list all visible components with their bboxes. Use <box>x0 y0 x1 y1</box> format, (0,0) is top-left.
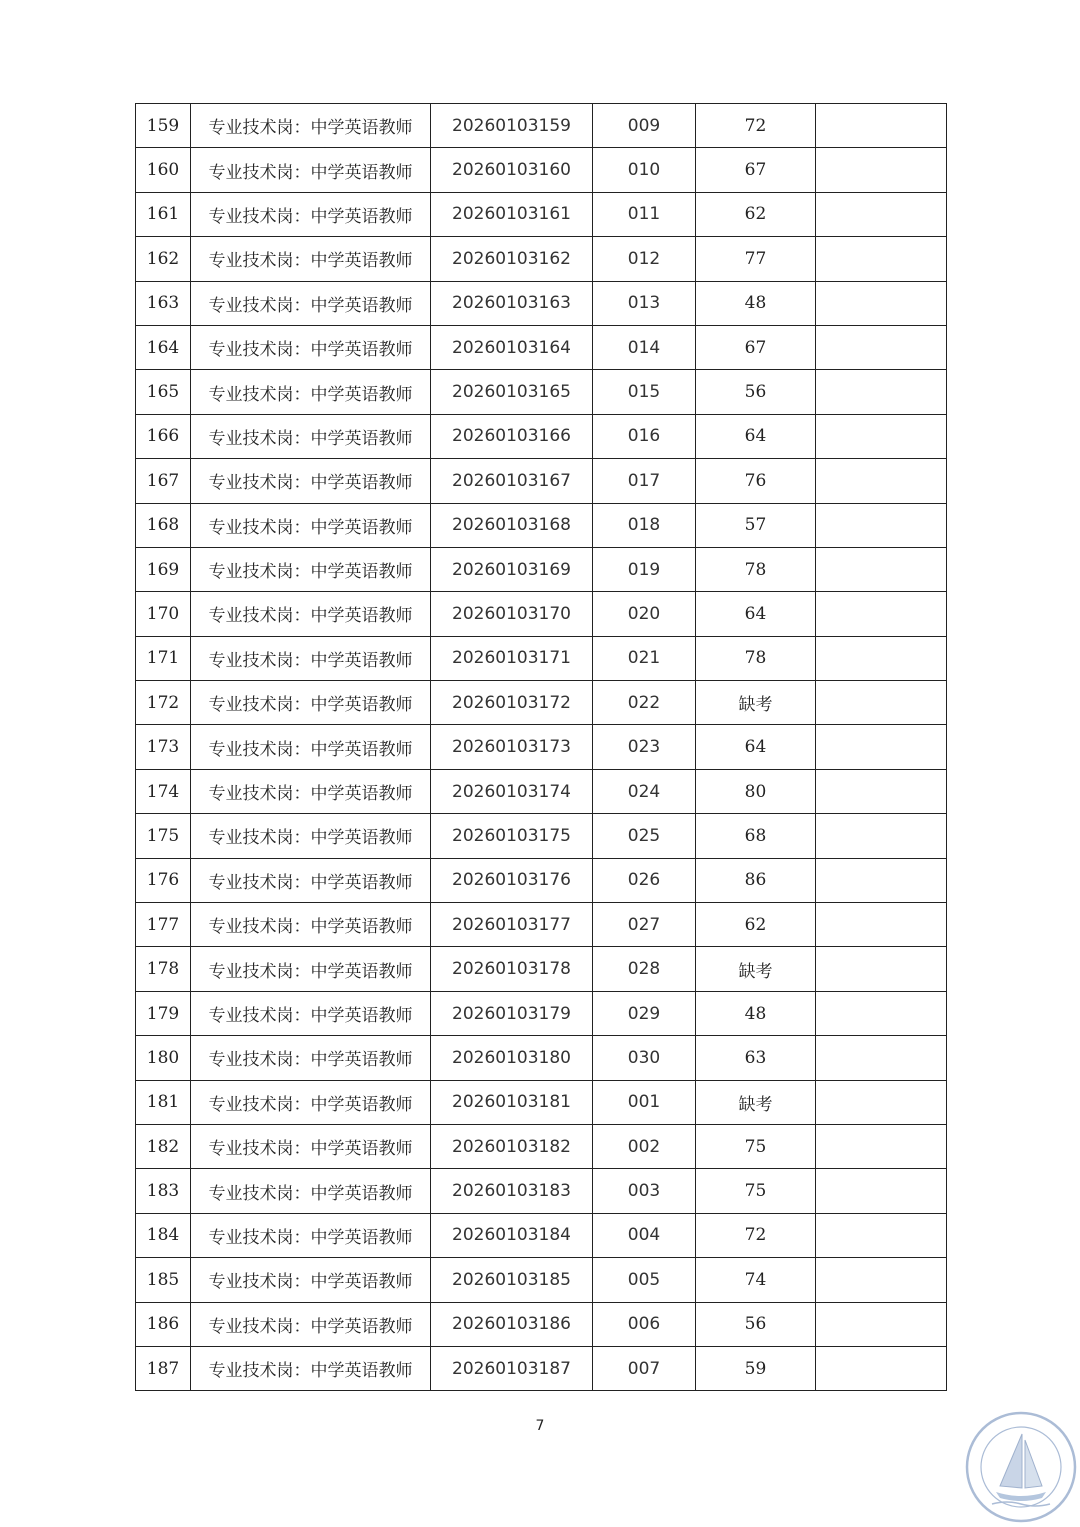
exam-number-cell: 20260103162 <box>431 237 593 281</box>
seat-number-cell: 022 <box>593 681 696 725</box>
remark-cell <box>816 592 947 636</box>
exam-number-cell: 20260103185 <box>431 1258 593 1302</box>
score-cell: 64 <box>696 414 816 458</box>
school-seal-icon <box>962 1408 1080 1526</box>
exam-number-cell: 20260103183 <box>431 1169 593 1213</box>
row-number-cell: 167 <box>136 459 191 503</box>
seat-number-cell: 018 <box>593 503 696 547</box>
table-row <box>136 547 947 591</box>
row-number-cell: 182 <box>136 1124 191 1168</box>
score-cell: 72 <box>696 104 816 148</box>
post-cell: 专业技术岗：中学英语教师 <box>191 725 431 769</box>
table-row <box>136 459 947 503</box>
row-number-cell: 161 <box>136 192 191 236</box>
seat-number-cell: 028 <box>593 947 696 991</box>
post-cell: 专业技术岗：中学英语教师 <box>191 1080 431 1124</box>
remark-cell <box>816 1169 947 1213</box>
seat-number-cell: 004 <box>593 1213 696 1257</box>
post-cell: 专业技术岗：中学英语教师 <box>191 325 431 369</box>
remark-cell <box>816 237 947 281</box>
seat-number-cell: 023 <box>593 725 696 769</box>
seat-number-cell: 030 <box>593 1036 696 1080</box>
score-cell: 67 <box>696 148 816 192</box>
score-cell: 59 <box>696 1346 816 1390</box>
row-number-cell: 177 <box>136 903 191 947</box>
post-cell: 专业技术岗：中学英语教师 <box>191 592 431 636</box>
post-cell: 专业技术岗：中学英语教师 <box>191 281 431 325</box>
score-cell: 76 <box>696 459 816 503</box>
post-cell: 专业技术岗：中学英语教师 <box>191 947 431 991</box>
exam-number-cell: 20260103175 <box>431 814 593 858</box>
seat-number-cell: 001 <box>593 1080 696 1124</box>
exam-number-cell: 20260103181 <box>431 1080 593 1124</box>
remark-cell <box>816 547 947 591</box>
table-row <box>136 503 947 547</box>
exam-number-cell: 20260103165 <box>431 370 593 414</box>
row-number-cell: 179 <box>136 991 191 1035</box>
remark-cell <box>816 681 947 725</box>
exam-number-cell: 20260103159 <box>431 104 593 148</box>
seat-number-cell: 003 <box>593 1169 696 1213</box>
score-cell: 62 <box>696 192 816 236</box>
remark-cell <box>816 991 947 1035</box>
table-row <box>136 237 947 281</box>
post-cell: 专业技术岗：中学英语教师 <box>191 1302 431 1346</box>
row-number-cell: 171 <box>136 636 191 680</box>
remark-cell <box>816 769 947 813</box>
table-row <box>136 1124 947 1168</box>
seat-number-cell: 014 <box>593 325 696 369</box>
score-cell: 80 <box>696 769 816 813</box>
row-number-cell: 176 <box>136 858 191 902</box>
table-row <box>136 281 947 325</box>
post-cell: 专业技术岗：中学英语教师 <box>191 903 431 947</box>
seat-number-cell: 020 <box>593 592 696 636</box>
seat-number-cell: 016 <box>593 414 696 458</box>
post-cell: 专业技术岗：中学英语教师 <box>191 547 431 591</box>
page-number: 7 <box>535 1418 545 1434</box>
exam-number-cell: 20260103168 <box>431 503 593 547</box>
score-cell: 56 <box>696 370 816 414</box>
post-cell: 专业技术岗：中学英语教师 <box>191 459 431 503</box>
score-cell: 64 <box>696 725 816 769</box>
remark-cell <box>816 325 947 369</box>
row-number-cell: 163 <box>136 281 191 325</box>
score-cell: 86 <box>696 858 816 902</box>
remark-cell <box>816 370 947 414</box>
score-cell: 缺考 <box>696 1080 816 1124</box>
exam-number-cell: 20260103173 <box>431 725 593 769</box>
seat-number-cell: 021 <box>593 636 696 680</box>
score-cell: 77 <box>696 237 816 281</box>
remark-cell <box>816 1346 947 1390</box>
seat-number-cell: 024 <box>593 769 696 813</box>
table-row <box>136 991 947 1035</box>
post-cell: 专业技术岗：中学英语教师 <box>191 1169 431 1213</box>
seat-number-cell: 026 <box>593 858 696 902</box>
table-row <box>136 414 947 458</box>
row-number-cell: 170 <box>136 592 191 636</box>
remark-cell <box>816 414 947 458</box>
remark-cell <box>816 636 947 680</box>
post-cell: 专业技术岗：中学英语教师 <box>191 814 431 858</box>
exam-number-cell: 20260103186 <box>431 1302 593 1346</box>
exam-number-cell: 20260103174 <box>431 769 593 813</box>
row-number-cell: 168 <box>136 503 191 547</box>
exam-number-cell: 20260103178 <box>431 947 593 991</box>
remark-cell <box>816 1080 947 1124</box>
score-cell: 57 <box>696 503 816 547</box>
row-number-cell: 180 <box>136 1036 191 1080</box>
row-number-cell: 165 <box>136 370 191 414</box>
row-number-cell: 172 <box>136 681 191 725</box>
row-number-cell: 173 <box>136 725 191 769</box>
remark-cell <box>816 503 947 547</box>
post-cell: 专业技术岗：中学英语教师 <box>191 104 431 148</box>
exam-number-cell: 20260103166 <box>431 414 593 458</box>
table-row <box>136 148 947 192</box>
post-cell: 专业技术岗：中学英语教师 <box>191 1213 431 1257</box>
score-cell: 72 <box>696 1213 816 1257</box>
table-row <box>136 636 947 680</box>
remark-cell <box>816 1302 947 1346</box>
exam-number-cell: 20260103172 <box>431 681 593 725</box>
seat-number-cell: 025 <box>593 814 696 858</box>
exam-number-cell: 20260103170 <box>431 592 593 636</box>
row-number-cell: 162 <box>136 237 191 281</box>
table-row <box>136 325 947 369</box>
exam-number-cell: 20260103161 <box>431 192 593 236</box>
post-cell: 专业技术岗：中学英语教师 <box>191 503 431 547</box>
table-row <box>136 1036 947 1080</box>
seat-number-cell: 029 <box>593 991 696 1035</box>
table-row <box>136 814 947 858</box>
score-cell: 48 <box>696 991 816 1035</box>
row-number-cell: 186 <box>136 1302 191 1346</box>
seat-number-cell: 010 <box>593 148 696 192</box>
post-cell: 专业技术岗：中学英语教师 <box>191 1258 431 1302</box>
score-cell: 48 <box>696 281 816 325</box>
exam-number-cell: 20260103167 <box>431 459 593 503</box>
post-cell: 专业技术岗：中学英语教师 <box>191 636 431 680</box>
post-cell: 专业技术岗：中学英语教师 <box>191 1346 431 1390</box>
score-cell: 75 <box>696 1124 816 1168</box>
table-row <box>136 1346 947 1390</box>
remark-cell <box>816 104 947 148</box>
seat-number-cell: 007 <box>593 1346 696 1390</box>
post-cell: 专业技术岗：中学英语教师 <box>191 769 431 813</box>
remark-cell <box>816 814 947 858</box>
score-cell: 67 <box>696 325 816 369</box>
post-cell: 专业技术岗：中学英语教师 <box>191 148 431 192</box>
remark-cell <box>816 903 947 947</box>
table-row <box>136 1169 947 1213</box>
exam-number-cell: 20260103171 <box>431 636 593 680</box>
row-number-cell: 185 <box>136 1258 191 1302</box>
table-row <box>136 903 947 947</box>
table-row <box>136 1213 947 1257</box>
row-number-cell: 159 <box>136 104 191 148</box>
remark-cell <box>816 947 947 991</box>
seat-number-cell: 027 <box>593 903 696 947</box>
post-cell: 专业技术岗：中学英语教师 <box>191 681 431 725</box>
table-row <box>136 1080 947 1124</box>
remark-cell <box>816 459 947 503</box>
score-cell: 缺考 <box>696 947 816 991</box>
table-row <box>136 192 947 236</box>
post-cell: 专业技术岗：中学英语教师 <box>191 991 431 1035</box>
table-row <box>136 1258 947 1302</box>
remark-cell <box>816 1036 947 1080</box>
row-number-cell: 164 <box>136 325 191 369</box>
exam-number-cell: 20260103187 <box>431 1346 593 1390</box>
row-number-cell: 166 <box>136 414 191 458</box>
row-number-cell: 187 <box>136 1346 191 1390</box>
seat-number-cell: 005 <box>593 1258 696 1302</box>
table-row <box>136 592 947 636</box>
seat-number-cell: 002 <box>593 1124 696 1168</box>
exam-number-cell: 20260103163 <box>431 281 593 325</box>
remark-cell <box>816 1124 947 1168</box>
table-row <box>136 769 947 813</box>
post-cell: 专业技术岗：中学英语教师 <box>191 370 431 414</box>
seat-number-cell: 019 <box>593 547 696 591</box>
seat-number-cell: 009 <box>593 104 696 148</box>
post-cell: 专业技术岗：中学英语教师 <box>191 414 431 458</box>
exam-number-cell: 20260103169 <box>431 547 593 591</box>
score-cell: 62 <box>696 903 816 947</box>
post-cell: 专业技术岗：中学英语教师 <box>191 858 431 902</box>
score-cell: 75 <box>696 1169 816 1213</box>
table-row <box>136 725 947 769</box>
table-row <box>136 858 947 902</box>
score-cell: 缺考 <box>696 681 816 725</box>
row-number-cell: 175 <box>136 814 191 858</box>
score-cell: 64 <box>696 592 816 636</box>
exam-number-cell: 20260103177 <box>431 903 593 947</box>
row-number-cell: 178 <box>136 947 191 991</box>
seat-number-cell: 012 <box>593 237 696 281</box>
seat-number-cell: 006 <box>593 1302 696 1346</box>
exam-number-cell: 20260103180 <box>431 1036 593 1080</box>
table-row <box>136 681 947 725</box>
remark-cell <box>816 148 947 192</box>
score-cell: 74 <box>696 1258 816 1302</box>
table-row <box>136 104 947 148</box>
score-cell: 63 <box>696 1036 816 1080</box>
row-number-cell: 169 <box>136 547 191 591</box>
exam-number-cell: 20260103176 <box>431 858 593 902</box>
post-cell: 专业技术岗：中学英语教师 <box>191 192 431 236</box>
row-number-cell: 183 <box>136 1169 191 1213</box>
seat-number-cell: 015 <box>593 370 696 414</box>
remark-cell <box>816 1213 947 1257</box>
score-table-body <box>136 104 947 1391</box>
post-cell: 专业技术岗：中学英语教师 <box>191 237 431 281</box>
score-cell: 78 <box>696 636 816 680</box>
post-cell: 专业技术岗：中学英语教师 <box>191 1124 431 1168</box>
exam-number-cell: 20260103164 <box>431 325 593 369</box>
row-number-cell: 174 <box>136 769 191 813</box>
remark-cell <box>816 1258 947 1302</box>
seat-number-cell: 011 <box>593 192 696 236</box>
row-number-cell: 160 <box>136 148 191 192</box>
remark-cell <box>816 281 947 325</box>
score-cell: 68 <box>696 814 816 858</box>
exam-number-cell: 20260103179 <box>431 991 593 1035</box>
seat-number-cell: 013 <box>593 281 696 325</box>
seat-number-cell: 017 <box>593 459 696 503</box>
exam-number-cell: 20260103160 <box>431 148 593 192</box>
table-row <box>136 370 947 414</box>
score-cell: 56 <box>696 1302 816 1346</box>
remark-cell <box>816 725 947 769</box>
row-number-cell: 184 <box>136 1213 191 1257</box>
row-number-cell: 181 <box>136 1080 191 1124</box>
post-cell: 专业技术岗：中学英语教师 <box>191 1036 431 1080</box>
remark-cell <box>816 192 947 236</box>
exam-number-cell: 20260103182 <box>431 1124 593 1168</box>
score-table <box>135 103 947 1391</box>
score-cell: 78 <box>696 547 816 591</box>
table-row <box>136 947 947 991</box>
remark-cell <box>816 858 947 902</box>
table-row <box>136 1302 947 1346</box>
exam-number-cell: 20260103184 <box>431 1213 593 1257</box>
